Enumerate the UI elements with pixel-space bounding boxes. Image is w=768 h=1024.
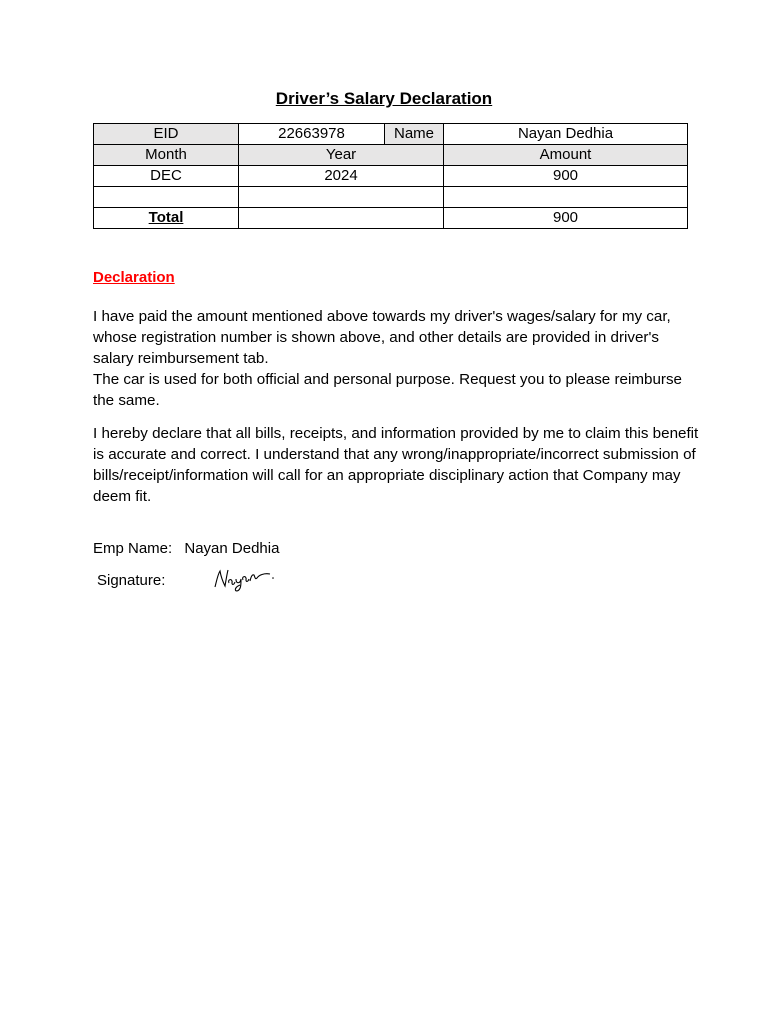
table-row-eid xyxy=(94,124,688,145)
cell-year xyxy=(239,187,444,208)
cell-year: 2024 xyxy=(239,166,444,187)
emp-name-row xyxy=(93,540,279,557)
total-empty-cell xyxy=(239,208,444,229)
declaration-paragraph-2: The car is used for both official and personal purpose. Request you to please reimburse the same. xyxy=(93,371,682,409)
name-label: Name xyxy=(385,124,444,145)
declaration-paragraph-3: I hereby declare that all bills, receipts, and information provided by me to claim this benefit is accurate and correct. I understand that any wrong/inappropriate/incorrect submission of bills/receipt/information will call for an appropriate disciplinary action that Company may deem fit. xyxy=(93,425,699,505)
document-title: Driver’s Salary Declaration xyxy=(275,89,493,108)
eid-value: 22663978 xyxy=(239,124,385,145)
salary-table xyxy=(93,123,688,229)
name-value: Nayan Dedhia xyxy=(444,124,688,145)
table-row xyxy=(94,166,688,187)
signature-label: Signature: xyxy=(97,572,166,589)
header-month: Month xyxy=(94,145,239,166)
declaration-heading: Declaration xyxy=(93,269,175,286)
table-row-empty xyxy=(94,187,688,208)
cell-amount: 900 xyxy=(444,166,688,187)
declaration-paragraph-1: I have paid the amount mentioned above towards my driver's wages/salary for my car, whose registration number is shown above, and other details are provided in driver's salary reimbursement tab. xyxy=(93,308,671,367)
cell-amount xyxy=(444,187,688,208)
emp-name-label: Emp Name: xyxy=(93,540,173,557)
table-total-row xyxy=(94,208,688,229)
signature-image xyxy=(212,565,276,593)
header-year: Year xyxy=(239,145,444,166)
total-label: Total xyxy=(94,208,239,229)
total-value: 900 xyxy=(444,208,688,229)
emp-name-value: Nayan Dedhia xyxy=(184,540,280,557)
cell-month xyxy=(94,187,239,208)
eid-label: EID xyxy=(94,124,239,145)
cell-month: DEC xyxy=(94,166,239,187)
header-amount: Amount xyxy=(444,145,688,166)
table-header-row xyxy=(94,145,688,166)
